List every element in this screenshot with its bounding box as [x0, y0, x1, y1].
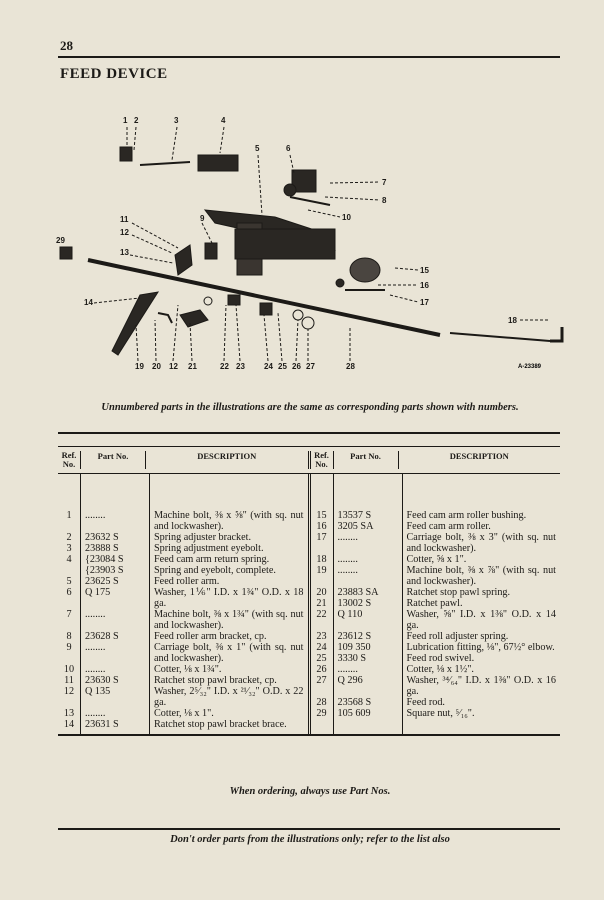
- part-number: 23612 S: [337, 631, 372, 642]
- parts-table: [58, 446, 560, 736]
- part-number: 3330 S: [337, 653, 367, 664]
- right-column: [311, 474, 561, 734]
- callout-number: 18: [508, 316, 517, 325]
- callout-number: 5: [255, 144, 260, 153]
- ref-number: 23: [316, 631, 327, 642]
- part-number: ........: [337, 554, 358, 565]
- ref-number: 20: [316, 587, 327, 598]
- part-number: 23568 S: [337, 697, 372, 708]
- footer-note: Don't order parts from the illustrations only; refer to the list also: [170, 834, 450, 845]
- part-number: Q 135: [85, 686, 111, 697]
- callout-number: 12: [169, 362, 178, 371]
- callout-number: 22: [220, 362, 229, 371]
- part-number: 23630 S: [85, 675, 119, 686]
- part-description: Machine bolt, ⅜ x 1¾" (with sq. nut and lockwasher).: [154, 609, 304, 631]
- exploded-parts-illustration: [40, 105, 580, 395]
- ref-number: 13: [63, 708, 75, 719]
- part-number: ........: [337, 565, 358, 576]
- part-description: Carriage bolt, ⅜ x 3" (with sq. nut and lockwasher).: [406, 532, 556, 554]
- callout-number: 21: [188, 362, 197, 371]
- part-number: ........: [337, 532, 358, 543]
- part-number: 23631 S: [85, 719, 119, 730]
- part-number: 3205 SA: [337, 521, 374, 532]
- left-column: [58, 474, 311, 734]
- part-description: Washer, 2⁵⁄₃₂" I.D. x ²¹⁄₃₂" O.D. x 22 ga.: [154, 686, 304, 708]
- part-number: 13537 S: [337, 510, 372, 521]
- middle-rule: [58, 432, 560, 434]
- part-description: Cotter, ⅝ x 1".: [406, 554, 467, 565]
- part-description: Washer, 1⅙" I.D. x 1¾" O.D. x 18 ga.: [154, 587, 304, 609]
- callout-number: 13: [120, 248, 129, 257]
- ordering-note: When ordering, always use Part Nos.: [229, 786, 391, 797]
- part-header: Part No.: [81, 451, 146, 469]
- description-header: DESCRIPTION: [197, 451, 257, 461]
- part-description: Cotter, ⅛ x 1¾".: [154, 664, 222, 675]
- ref-number: 25: [316, 653, 327, 664]
- part-number: 23632 S: [85, 532, 119, 543]
- ref-number: 10: [63, 664, 75, 675]
- part-description: Machine bolt, ⅜ x ⅝" (with sq. nut and lockwasher).: [154, 510, 304, 532]
- ref-number: 14: [63, 719, 75, 730]
- callout-number: 2: [134, 116, 139, 125]
- part-description: Washer, ⅝" I.D. x 1⅜" O.D. x 14 ga.: [406, 609, 556, 631]
- part-description: Ratchet stop pawl spring.: [406, 587, 511, 598]
- part-description: Washer, ³⁴⁄₆₄" I.D. x 1⅜" O.D. x 16 ga.: [406, 675, 556, 697]
- part-number: 23628 S: [85, 631, 119, 642]
- part-description: Spring adjuster bracket.: [154, 532, 252, 543]
- ref-number: 7: [66, 609, 72, 620]
- part-description: Feed roller arm.: [154, 576, 220, 587]
- callout-number: 19: [135, 362, 144, 371]
- part-description: Spring adjustment eyebolt.: [154, 543, 264, 554]
- ref-number: 18: [316, 554, 327, 565]
- callout-number: 3: [174, 116, 179, 125]
- part-number: Q 110: [337, 609, 363, 620]
- part-description: Spring and eyebolt, complete.: [154, 565, 276, 576]
- part-number: 23888 S: [85, 543, 119, 554]
- part-description: Feed cam arm roller.: [406, 521, 491, 532]
- ref-number: 12: [63, 686, 75, 697]
- part-description: Feed cam arm return spring.: [154, 554, 270, 565]
- part-number: 109 350: [337, 642, 371, 653]
- part-number: 23883 SA: [337, 587, 379, 598]
- part-number: Q 296: [337, 675, 363, 686]
- callout-number: 26: [292, 362, 301, 371]
- part-description: Ratchet pawl.: [406, 598, 463, 609]
- ref-number: 24: [316, 642, 327, 653]
- part-description: Feed rod swivel.: [406, 653, 475, 664]
- part-number: ........: [85, 664, 106, 675]
- part-number: ........: [85, 642, 106, 653]
- table-body: [58, 474, 560, 736]
- ref-number: 16: [316, 521, 327, 532]
- part-number: 23625 S: [85, 576, 119, 587]
- part-number: 105 609: [337, 708, 371, 719]
- top-rule: [58, 56, 560, 58]
- ref-number: 17: [316, 532, 327, 543]
- part-description: Square nut, ⁵⁄₁₆".: [406, 708, 475, 719]
- callout-number: 17: [420, 298, 429, 307]
- callout-number: 29: [56, 236, 65, 245]
- ref-number: 3: [66, 543, 72, 554]
- part-number: Q 175: [85, 587, 111, 598]
- ref-number: 22: [316, 609, 327, 620]
- page-number: 28: [60, 38, 73, 53]
- ref-number: 21: [316, 598, 327, 609]
- callout-number: 4: [221, 116, 226, 125]
- part-header: Part No.: [334, 451, 399, 469]
- part-description: Carriage bolt, ⅜ x 1" (with sq. nut and lockwasher).: [154, 642, 304, 664]
- part-description: Feed cam arm roller bushing.: [406, 510, 527, 521]
- part-description: Ratchet stop pawl bracket, cp.: [154, 675, 277, 686]
- callout-number: 9: [200, 214, 205, 223]
- ref-number: 5: [66, 576, 72, 587]
- callout-number: 10: [342, 213, 351, 222]
- ref-number: 2: [66, 532, 72, 543]
- ref-number: [58, 565, 80, 576]
- ref-number: 19: [316, 565, 327, 576]
- part-description: Ratchet stop pawl bracket brace.: [154, 719, 287, 730]
- part-description: Machine bolt, ⅜ x ⅞" (with sq. nut and lockwasher).: [406, 565, 556, 587]
- part-number: {23084 S: [85, 554, 124, 565]
- ref-number: 1: [66, 510, 72, 521]
- part-description: Cotter, ⅛ x 1".: [154, 708, 214, 719]
- illustration-code: A-23389: [518, 364, 542, 370]
- callout-number: 7: [382, 178, 387, 187]
- ref-number: 11: [64, 675, 74, 686]
- callout-number: 14: [84, 298, 93, 307]
- callout-number: 24: [264, 362, 273, 371]
- ref-number: 15: [316, 510, 327, 521]
- illustration-caption: Unnumbered parts in the illustrations are the same as corresponding parts shown with numbers.: [101, 402, 519, 413]
- part-description: Cotter, ⅛ x 1½".: [406, 664, 474, 675]
- part-description: Feed roll adjuster spring.: [406, 631, 509, 642]
- ref-number: 26: [316, 664, 327, 675]
- part-number: ........: [337, 664, 358, 675]
- ref-number: 6: [66, 587, 72, 598]
- part-description: Feed rod.: [406, 697, 445, 708]
- ref-number: 9: [66, 642, 72, 653]
- ref-number: 29: [316, 708, 327, 719]
- ref-header: Ref. No.: [58, 451, 81, 469]
- ref-header: Ref. No.: [311, 451, 334, 469]
- callout-number: 28: [346, 362, 355, 371]
- part-number: 13002 S: [337, 598, 372, 609]
- ref-number: 27: [316, 675, 327, 686]
- callout-number: 16: [420, 281, 429, 290]
- callout-number: 20: [152, 362, 161, 371]
- part-description: Lubrication fitting, ⅛", 67½° elbow.: [406, 642, 555, 653]
- callout-number: 27: [306, 362, 315, 371]
- callout-number: 23: [236, 362, 245, 371]
- ref-number: 8: [66, 631, 72, 642]
- part-description: Feed roller arm bracket, cp.: [154, 631, 267, 642]
- part-number: ........: [85, 708, 106, 719]
- ref-number: 4: [66, 554, 72, 565]
- ref-number: 28: [316, 697, 327, 708]
- part-number: {23903 S: [85, 565, 124, 576]
- callout-number: 15: [420, 266, 429, 275]
- description-header: DESCRIPTION: [449, 451, 509, 461]
- callout-number: 11: [120, 215, 129, 224]
- bottom-rule: [58, 828, 560, 830]
- callout-number: 6: [286, 144, 291, 153]
- part-number: ........: [85, 510, 106, 521]
- section-title: FEED DEVICE: [60, 66, 168, 82]
- callout-number: 25: [278, 362, 287, 371]
- part-number: ........: [85, 609, 106, 620]
- callout-number: 8: [382, 196, 387, 205]
- table-header: [58, 446, 560, 474]
- callout-number: 1: [123, 116, 128, 125]
- callout-number: 12: [120, 228, 129, 237]
